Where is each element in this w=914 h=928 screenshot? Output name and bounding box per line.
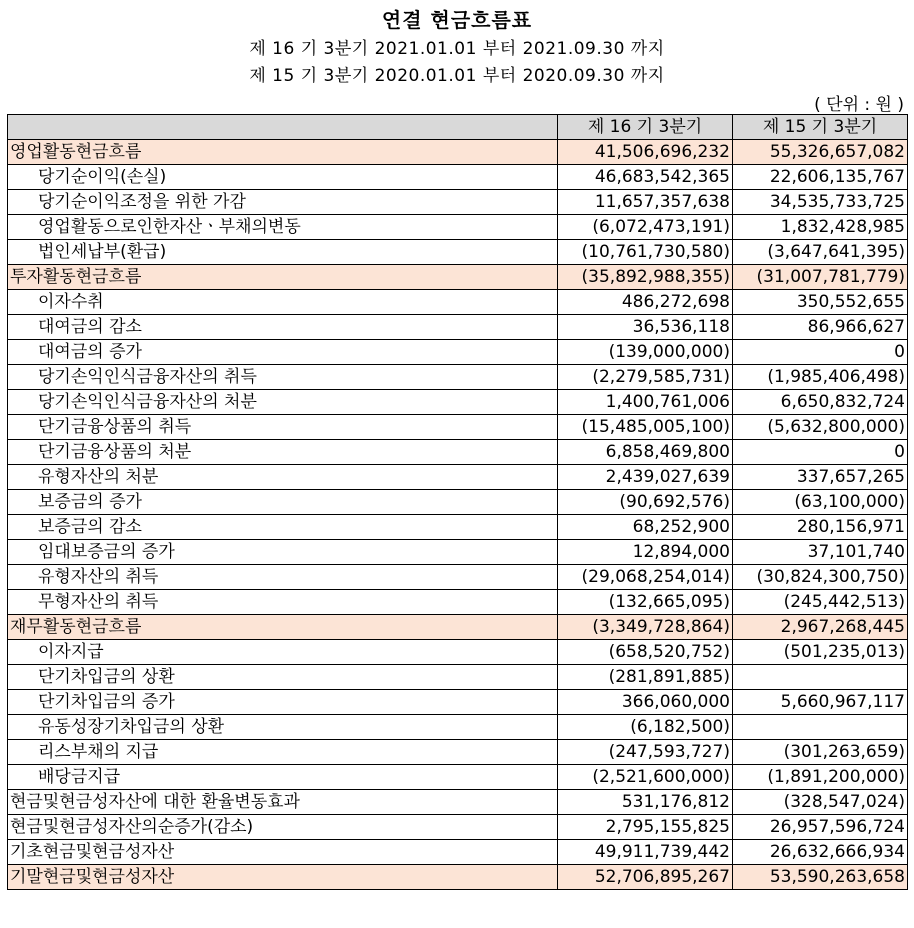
prior-period-value: 2,967,268,445 [733,615,908,640]
row-label: 단기금융상품의 처분 [8,440,558,465]
prior-period-value [733,715,908,740]
table-row [8,465,908,490]
prior-period-value: (31,007,781,779) [733,265,908,290]
row-label: 대여금의 감소 [8,315,558,340]
table-row [8,140,908,165]
prior-period-value: (30,824,300,750) [733,565,908,590]
row-label: 보증금의 증가 [8,490,558,515]
current-period-value: (139,000,000) [558,340,733,365]
prior-period-value: (328,547,024) [733,790,908,815]
row-label: 당기순이익(손실) [8,165,558,190]
table-row [8,215,908,240]
current-period-value: 68,252,900 [558,515,733,540]
prior-period-value: 350,552,655 [733,290,908,315]
current-period-value: 486,272,698 [558,290,733,315]
row-label: 현금및현금성자산에 대한 환율변동효과 [8,790,558,815]
header-label-column [8,115,558,140]
row-label: 보증금의 감소 [8,515,558,540]
prior-period-value: 37,101,740 [733,540,908,565]
prior-period-value: 0 [733,440,908,465]
table-row [8,290,908,315]
row-label: 당기순이익조정을 위한 가감 [8,190,558,215]
prior-period-value: 55,326,657,082 [733,140,908,165]
table-row [8,590,908,615]
current-period-value: 2,795,155,825 [558,815,733,840]
table-row [8,740,908,765]
current-period-value: (35,892,988,355) [558,265,733,290]
table-row [8,565,908,590]
header-prior-period: 제 15 기 3분기 [733,115,908,140]
prior-period-value: 26,957,596,724 [733,815,908,840]
row-label: 법인세납부(환급) [8,240,558,265]
row-label: 영업활동현금흐름 [8,140,558,165]
current-period-value: 41,506,696,232 [558,140,733,165]
current-period-value: (6,182,500) [558,715,733,740]
current-period-value: (10,761,730,580) [558,240,733,265]
current-period-value: (2,521,600,000) [558,765,733,790]
table-row [8,365,908,390]
row-label: 대여금의 증가 [8,340,558,365]
prior-period-value: (301,263,659) [733,740,908,765]
current-period-value: (132,665,095) [558,590,733,615]
prior-period-value: 26,632,666,934 [733,840,908,865]
current-period-value: (90,692,576) [558,490,733,515]
table-row [8,265,908,290]
period-current: 제 16 기 3분기 2021.01.01 부터 2021.09.30 까지 [249,39,665,59]
row-label: 기초현금및현금성자산 [8,840,558,865]
table-row [8,715,908,740]
statement-title: 연결 현금흐름표 [381,8,533,32]
table-row [8,415,908,440]
prior-period-value: (5,632,800,000) [733,415,908,440]
current-period-value: 2,439,027,639 [558,465,733,490]
table-row [8,765,908,790]
row-label: 단기차입금의 상환 [8,665,558,690]
row-label: 이자수취 [8,290,558,315]
current-period-value: 12,894,000 [558,540,733,565]
table-row [8,490,908,515]
prior-period-value: 5,660,967,117 [733,690,908,715]
current-period-value: (281,891,885) [558,665,733,690]
unit-label: ( 단위 : 원 ) [814,95,904,115]
table-row [8,790,908,815]
table-row [8,665,908,690]
prior-period-value: (63,100,000) [733,490,908,515]
current-period-value: 1,400,761,006 [558,390,733,415]
prior-period-value: 280,156,971 [733,515,908,540]
prior-period-value: 0 [733,340,908,365]
table-row [8,640,908,665]
table-row [8,440,908,465]
current-period-value: 36,536,118 [558,315,733,340]
current-period-value: (247,593,727) [558,740,733,765]
table-row [8,190,908,215]
row-label: 유동성장기차입금의 상환 [8,715,558,740]
current-period-value: 49,911,739,442 [558,840,733,865]
prior-period-value: 34,535,733,725 [733,190,908,215]
prior-period-value: (3,647,641,395) [733,240,908,265]
prior-period-value: (501,235,013) [733,640,908,665]
current-period-value: (3,349,728,864) [558,615,733,640]
table-row [8,815,908,840]
table-row [8,315,908,340]
current-period-value: 6,858,469,800 [558,440,733,465]
cash-flow-table [7,114,908,890]
prior-period-value: 337,657,265 [733,465,908,490]
current-period-value: (29,068,254,014) [558,565,733,590]
table-body [8,140,908,890]
row-label: 당기손익인식금융자산의 처분 [8,390,558,415]
prior-period-value: 1,832,428,985 [733,215,908,240]
row-label: 투자활동현금흐름 [8,265,558,290]
table-row [8,515,908,540]
row-label: 현금및현금성자산의순증가(감소) [8,815,558,840]
table-row [8,865,908,890]
prior-period-value: (1,985,406,498) [733,365,908,390]
header-current-period: 제 16 기 3분기 [558,115,733,140]
row-label: 당기손익인식금융자산의 취득 [8,365,558,390]
row-label: 무형자산의 취득 [8,590,558,615]
row-label: 유형자산의 처분 [8,465,558,490]
current-period-value: 531,176,812 [558,790,733,815]
prior-period-value: (1,891,200,000) [733,765,908,790]
row-label: 단기차입금의 증가 [8,690,558,715]
table-row [8,165,908,190]
table-row [8,690,908,715]
table-row [8,390,908,415]
row-label: 재무활동현금흐름 [8,615,558,640]
prior-period-value: 53,590,263,658 [733,865,908,890]
row-label: 리스부채의 지급 [8,740,558,765]
row-label: 영업활동으로인한자산ㆍ부채의변동 [8,215,558,240]
row-label: 기말현금및현금성자산 [8,865,558,890]
prior-period-value: 86,966,627 [733,315,908,340]
row-label: 배당금지급 [8,765,558,790]
current-period-value: (658,520,752) [558,640,733,665]
prior-period-value: 6,650,832,724 [733,390,908,415]
row-label: 이자지급 [8,640,558,665]
table-row [8,615,908,640]
prior-period-value: (245,442,513) [733,590,908,615]
current-period-value: (15,485,005,100) [558,415,733,440]
prior-period-value: 22,606,135,767 [733,165,908,190]
current-period-value: 46,683,542,365 [558,165,733,190]
table-row [8,840,908,865]
current-period-value: (6,072,473,191) [558,215,733,240]
table-row [8,540,908,565]
row-label: 임대보증금의 증가 [8,540,558,565]
row-label: 유형자산의 취득 [8,565,558,590]
table-header-row [8,115,908,140]
prior-period-value [733,665,908,690]
current-period-value: (2,279,585,731) [558,365,733,390]
period-prior: 제 15 기 3분기 2020.01.01 부터 2020.09.30 까지 [249,66,665,86]
table-row [8,240,908,265]
current-period-value: 366,060,000 [558,690,733,715]
row-label: 단기금융상품의 취득 [8,415,558,440]
current-period-value: 52,706,895,267 [558,865,733,890]
current-period-value: 11,657,357,638 [558,190,733,215]
table-row [8,340,908,365]
